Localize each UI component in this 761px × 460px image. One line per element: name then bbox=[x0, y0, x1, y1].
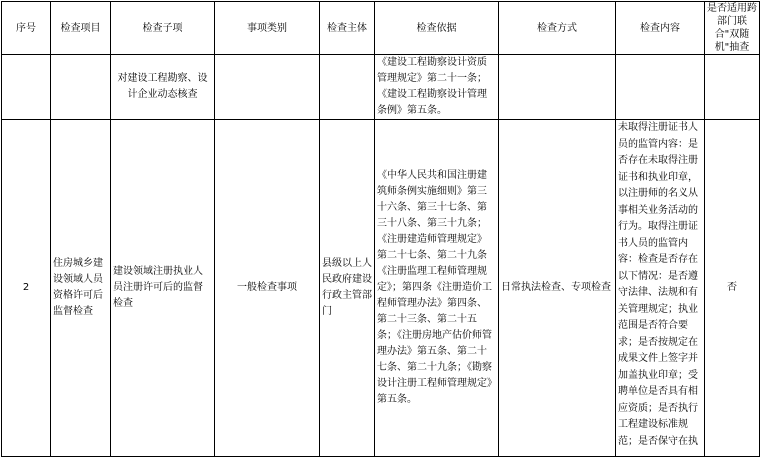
cell-subject bbox=[320, 55, 375, 120]
cell-category bbox=[215, 55, 320, 120]
table-row bbox=[2, 120, 760, 457]
cell-method bbox=[499, 55, 616, 120]
header-random: 是否适用跨部门联合"双随机"抽查 bbox=[705, 2, 760, 55]
header-method: 检查方式 bbox=[499, 2, 616, 55]
header-subject: 检查主体 bbox=[320, 2, 375, 55]
cell-random bbox=[705, 55, 760, 120]
header-item: 检查项目 bbox=[51, 2, 111, 55]
cell-seq bbox=[2, 55, 51, 120]
cell-method: 日常执法检查、专项检查 bbox=[499, 120, 616, 457]
cell-basis: 《建设工程勘察设计资质管理规定》第二十一条；《建设工程勘察设计管理条例》第五条。 bbox=[375, 55, 499, 120]
cell-item: 住房城乡建设领域人员资格许可后监督检查 bbox=[51, 120, 111, 457]
cell-category: 一般检查事项 bbox=[215, 120, 320, 457]
cell-content-text: 未取得注册证书人员的监管内容：是否存在未取得注册证书和执业印章，以注册师的名义从事相关业务活动的行为。取得注册证书人员的监管内容：检查是否存在以下情况：是否遵守法律、法规和有关管理规定；执业范围是否符合要求；是否按规定在成果文件上签字并加盖执业印章；受聘单位是否具有相应资质；是否执行工程建设标准规范；是否保守在执 bbox=[618, 122, 698, 447]
inspection-table bbox=[1, 1, 760, 457]
header-basis: 检查依据 bbox=[375, 2, 499, 55]
cell-content bbox=[616, 55, 705, 120]
cell-random: 否 bbox=[705, 120, 760, 457]
cell-seq: 2 bbox=[2, 120, 51, 457]
cell-item bbox=[51, 55, 111, 120]
header-seq: 序号 bbox=[2, 2, 51, 55]
cell-subitem: 对建设工程勘察、设计企业动态核查 bbox=[111, 55, 215, 120]
cell-subitem: 建设领域注册执业人员注册许可后的监督检查 bbox=[111, 120, 215, 457]
table-header-row bbox=[2, 2, 760, 55]
table-row bbox=[2, 55, 760, 120]
cell-content bbox=[616, 120, 705, 457]
header-subitem: 检查子项 bbox=[111, 2, 215, 55]
cell-subject: 县级以上人民政府建设行政主管部门 bbox=[320, 120, 375, 457]
header-category: 事项类别 bbox=[215, 2, 320, 55]
header-content: 检查内容 bbox=[616, 2, 705, 55]
cell-basis: 《中华人民共和国注册建筑师条例实施细则》第三十六条、第三十七条、第三十八条、第三十九条；《注册建造师管理规定》第二十七条、第二十九条《注册监理工程师管理规定》；第四条《注册造价工程师管理办法》第四条、第二十三条、第二十五条；《注册房地产估价师管理办法》第五条、第二十七条、第二十九条；《勘察设计注册工程师管理规定》第五条。 bbox=[375, 120, 499, 457]
